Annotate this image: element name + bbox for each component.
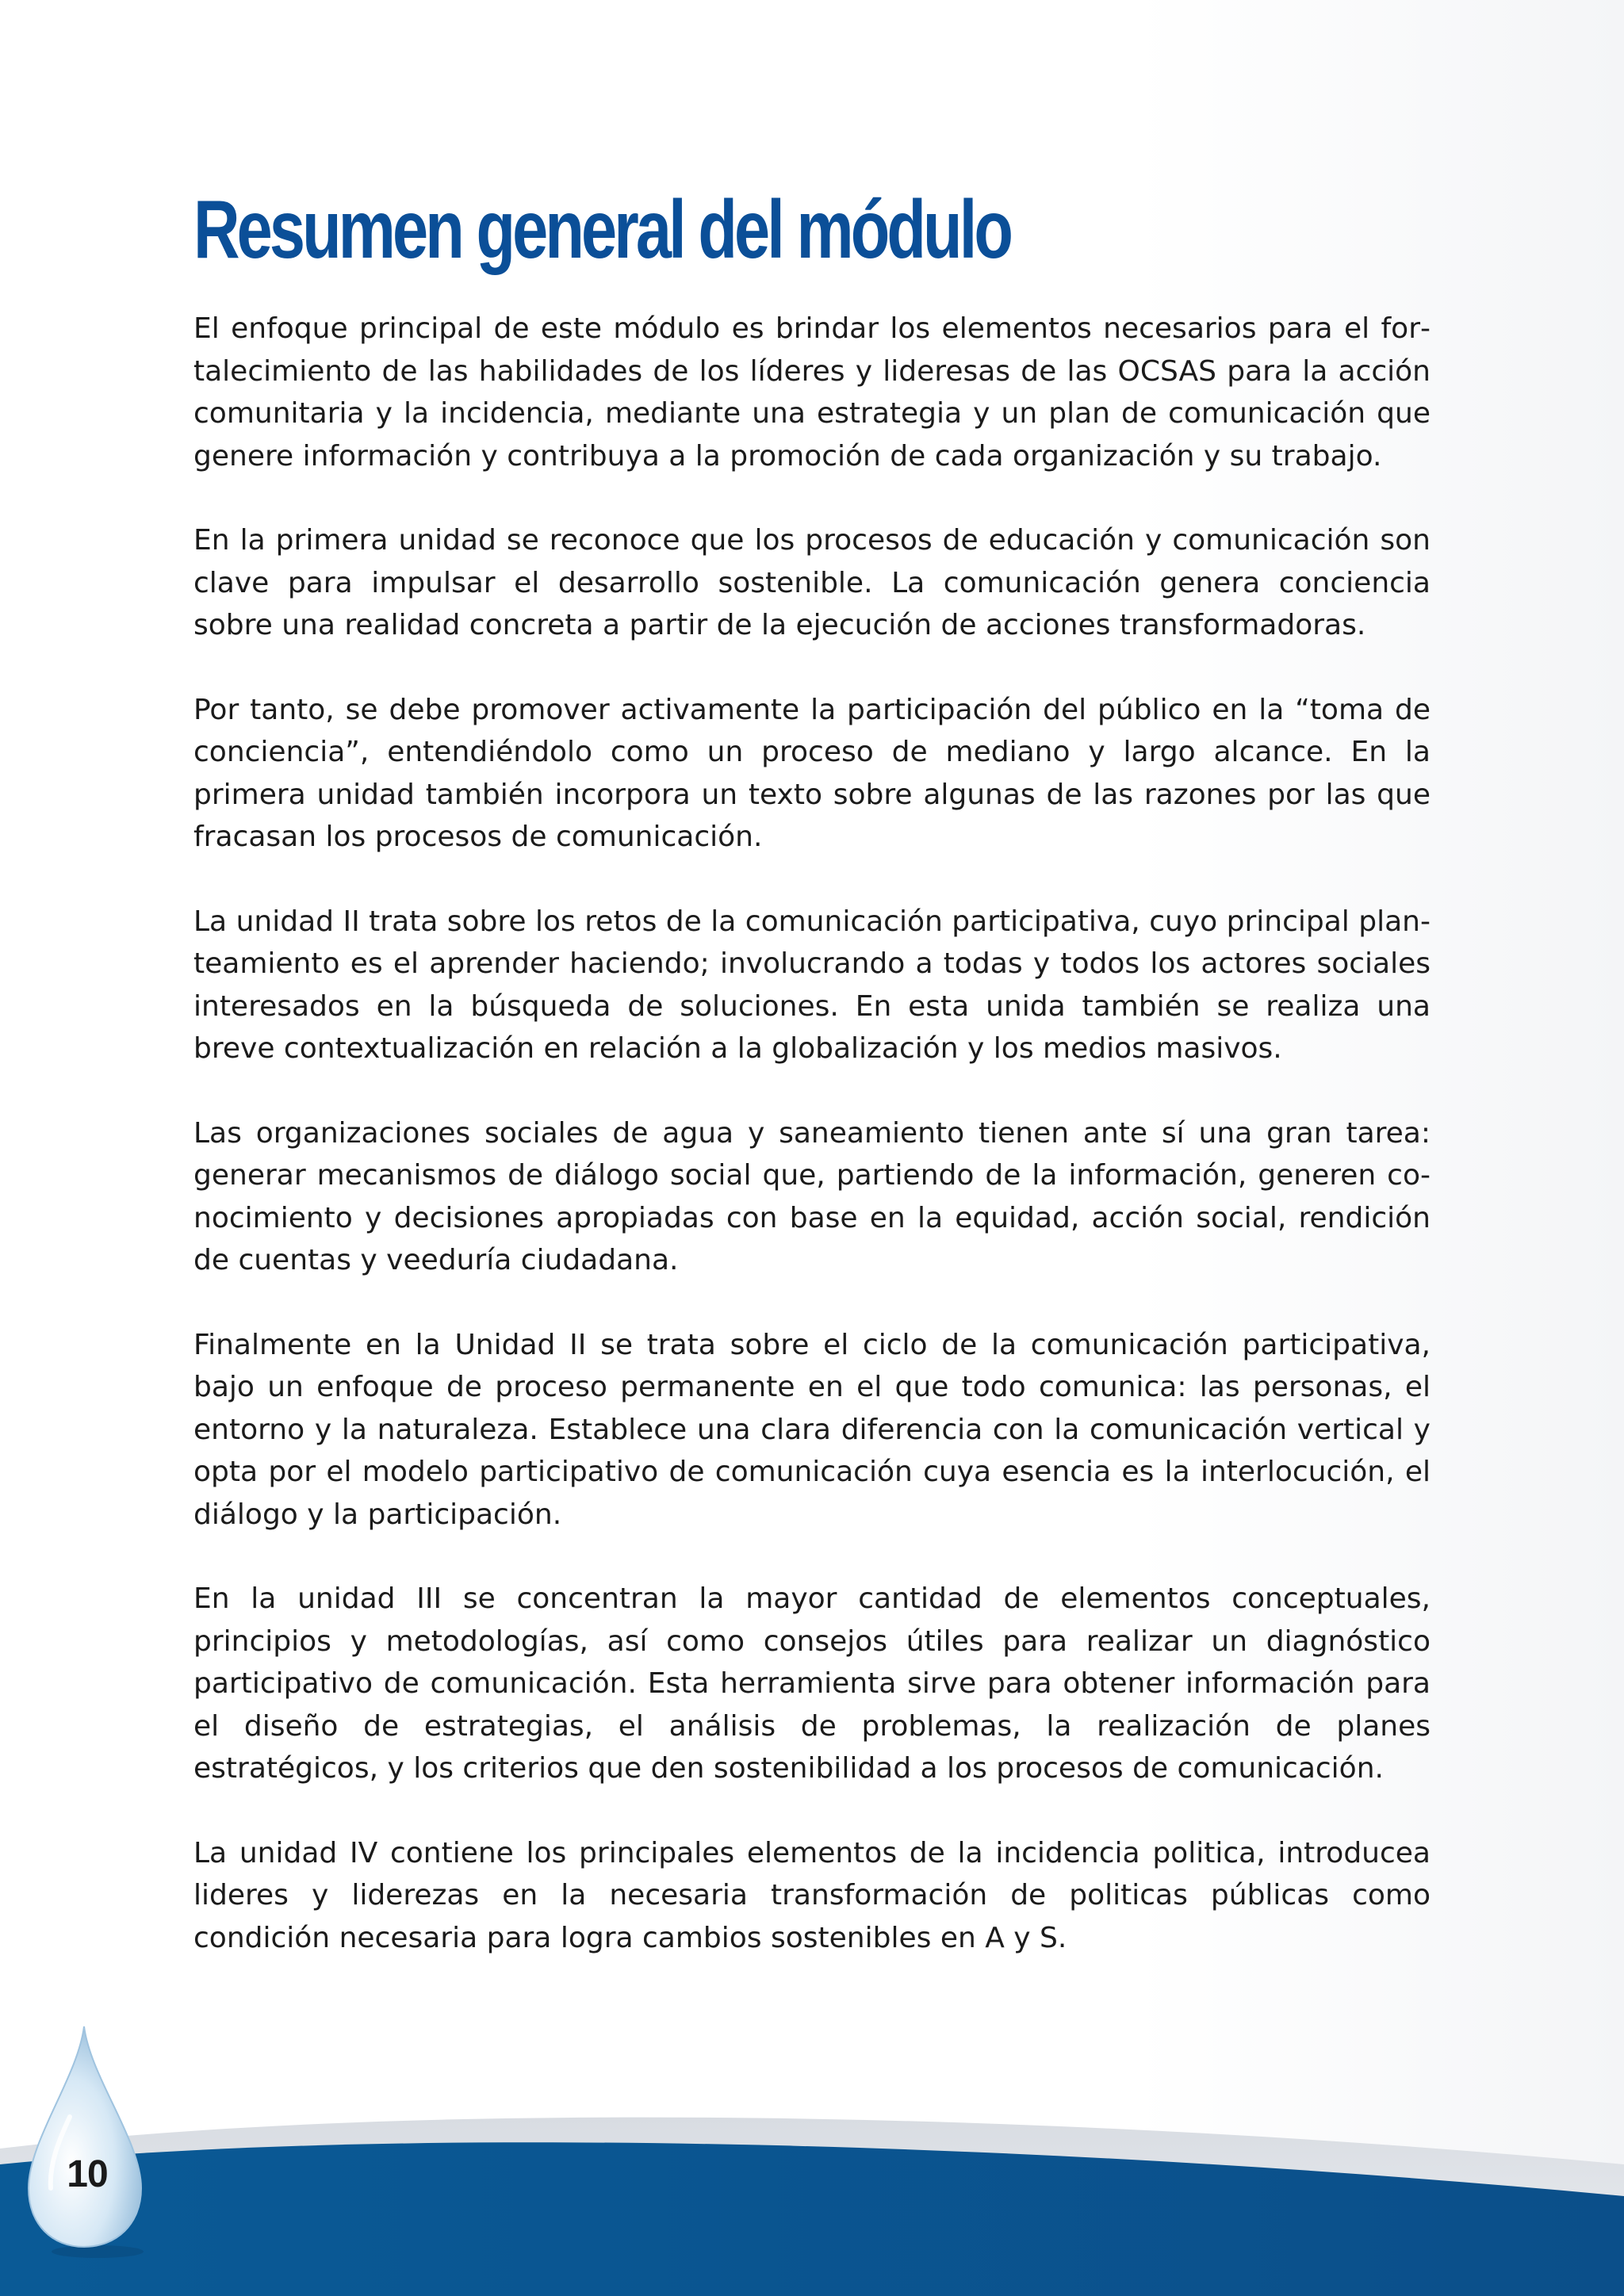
water-drop-icon (22, 2022, 157, 2260)
page-title: Resumen general del módulo (193, 184, 1011, 276)
paragraph: La unidad II trata sobre los retos de la comunicación participativa, cuyo principal planteamiento es el aprender haciendo; involucrando a todas y todos los actores sociales interesados en la búsqueda de soluciones. En esta unida también se realiza una breve contextualización en relación a la globalización y los medios masivos. (193, 905, 1431, 1065)
page-number: 10 (67, 2153, 108, 2195)
paragraph: Por tanto, se debe promover activamente la participación del público en la “toma de conciencia”, entendiéndolo como un proceso de mediano y largo alcance. En la primera unidad también incorpora un texto sobre algunas de las razones por las que fracasan los procesos de comunicación. (193, 693, 1431, 853)
paragraph: En la unidad III se concentran la mayor cantidad de elementos conceptuales, principios y metodologías, así como consejos útiles para realizar un diagnóstico participativo de comunicación. Esta herramienta sirve para obtener información para el diseño de estrategias, el análisis de problemas, la realización de planes estratégicos, y los criterios que den sostenibilidad a los procesos de comunicación. (193, 1582, 1431, 1785)
body-text (193, 308, 1431, 2001)
paragraph: En la primera unidad se reconoce que los procesos de educación y comunicación son clave para impulsar el desarrollo sostenible. La comunicación genera conciencia sobre una realidad concreta a partir de la ejecución de acciones transformadoras. (193, 524, 1431, 641)
paragraph: El enfoque principal de este módulo es brindar los elementos necesarios para el fortalecimiento de las habilidades de los líderes y lideresas de las OCSAS para la acción comunitaria y la incidencia, mediante una estrategia y un plan de comunicación que genere información y contribuya a la promoción de cada organización y su trabajo. (193, 312, 1431, 473)
paragraph: Las organizaciones sociales de agua y saneamiento tienen ante sí una gran tarea: generar mecanismos de diálogo social que, partiendo de la información, generen conocimiento y decisiones apropiadas con base en la equidad, acción social, rendición de cuentas y veeduría ciudadana. (193, 1116, 1431, 1276)
footer-wave (0, 2109, 1624, 2296)
paragraph: Finalmente en la Unidad II se trata sobre el ciclo de la comunicación participativa, bajo un enfoque de proceso permanente en el que todo comunica: las personas, el entorno y la naturaleza. Establece una clara diferencia con la comunicación vertical y opta por el modelo participativo de comunicación cuya esencia es la interlocución, el diálogo y la participación. (193, 1328, 1431, 1531)
paragraph: La unidad IV contiene los principales elementos de la incidencia politica, introducea lideres y liderezas en la necesaria transformación de politicas públicas como condición necesaria para logra cambios sostenibles en A y S. (193, 1836, 1431, 1954)
